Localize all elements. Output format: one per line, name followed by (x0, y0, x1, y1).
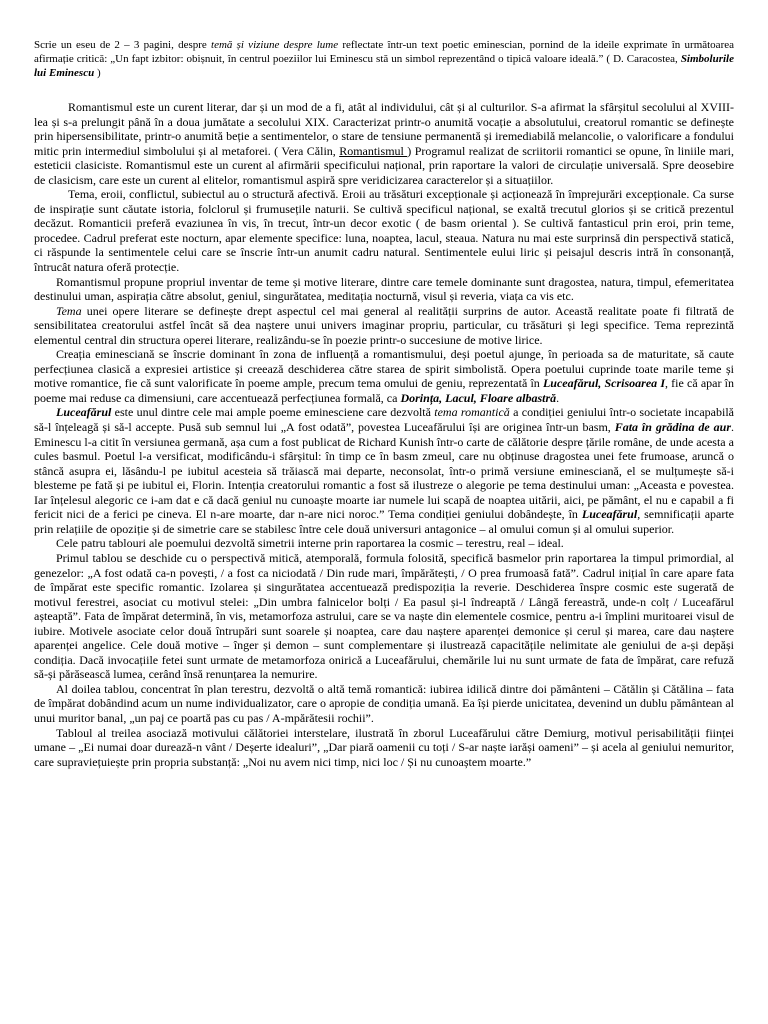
paragraph-romantic-features: Tema, eroii, conflictul, subiectul au o structură afectivă. Eroii au trăsături excepționale și acționează în împrejurări excepționale. Ca surse de inspirație sunt căutate istoria, folclorul și frumusețile naturii. Se cultivă specificul național, se exaltă trecutul glorios și se critică prezentul decăzut. Romanticii preferă evaziunea în vis, în trecut, într-un decor exotic ( de basm oriental ). Se cultivă fantasticul prin eroi, prin teme, procedee. Cadrul preferat este nocturn, apar elemente specifice: luna, noaptea, lacul, steaua. Natura nu mai este surprinsă din perspectivă statică, ci răspunde la sentimentele celui care se înscrie într-un anumit cadru natural. Sentimentele eului liric și peisajul descris intră în consonanță, întrucât natura oferă protecție. (34, 187, 734, 275)
assignment-prompt (34, 38, 734, 80)
assignment-quote: reflectate într-un text poetic eminescian, pornind de la ideile exprimate în următoarea afirmație critică: „Un fapt izbitor: obișnuit, în centrul poeziilor lui Eminescu stă un simbol reprezentând o tipică valoare ideală.” ( D. Caracostea, (34, 39, 734, 65)
paragraph-eminescu-creation (34, 347, 734, 405)
p6-text-b: a condiției geniului într-o societate incapabilă să-l înțeleagă și să-l accepte. Pusă sub semnul lui „A fost odată”, povestea Luceafărului își are originea într-un basm, (34, 405, 734, 435)
assignment-end: ) (94, 67, 101, 79)
p6-title-luceafarul-2: Luceafărul (581, 507, 638, 522)
p6-text-c: . Eminescu l-a citit în versiunea germană, așa cum a fost publicat de Richard Kunish într-o carte de călătorie despre țările române, de unde acesta a cules basmul. Poetul l-a versificat, modificându-i sfârșitul: în timp ce în basm zmeul, care nu obținuse dragostea unei fete frumoase, aruncă o stâncă asupra ei, lăsându-l pe iubitul acesteia să trăiască mai departe, neconsolat, într-o primă versiune eminesciană, el se mulțumește să-i blesteme pe fată și pe iubitul ei, Florin. Intenția creatorului romantic a fost să ilustreze o alegorie pe tema destinului uman: „Aceasta e povestea. Iar înțelesul alegoric ce i-am dat e că dacă geniul nu cunoaște moarte iar numele lui scapă de noaptea uitării, aici, pe pământ, el nu e capabil a fi fericit nici de a ferici pe cineva. El n-are moarte, dar n-are nici noroc.” Tema condiției geniului dobândește, în (34, 420, 734, 522)
p5-works-minor: Dorința, Lacul, Floare albastră (400, 390, 557, 405)
paragraph-first-tableau: Primul tablou se deschide cu o perspectivă mitică, atemporală, formula folosită, specifică basmelor prin raportarea la timpul primordial, al genezelor: „A fost odată ca-n povești, / a fost ca niciodată / Din rude mari, împărătești, / O prea frumoasă fată”. Cadrul inițial în care apare fata de împărat este specific romantic. Izolarea și singurătatea accentuează predispoziția la reverie. Deschiderea înspre cosmic este sugerată de motivul ferestrei, asociat cu motivul stelei: „Din umbra falnicelor bolți / Ea pasul și-l îndreaptă / Lângă fereastră, unde-n colț / Luceafărul așteaptă”. Fata de împărat determină, în vis, metamorfoza astrului, care se va naște din elementele cosmice, pentru a-i împlini muritoarei visul de iubire. Motivele asociate celor două întrupări sunt soarele și noaptea, care dau naștere aparenței demonice și cerul și marea, care dau naștere aparenței angelice. Cele două motive – înger și demon – sunt complementare și ilustrează capacitățile nelimitate ale geniului de a-și depăși condiția. Dacă invocațiile fetei sunt urmate de metamorfoza onirică a Luceafărului, chemările lui nu sunt urmate de fata de împărat, care refuză să-și părăsească lumea, cerând însă renunțarea la nemurire. (34, 550, 734, 682)
p1-text-a: Romantismul este un curent literar, dar și un mod de a fi, atât al individului, cât și al culturilor. S-a afirmat la sfârșitul secolului al XVIII-lea și s-a prelungit până în a doua jumătate a secolului XIX. Caracterizat printr-o anumită vocație a absolutului, creatorul romantic se definește prin hipersensibilitate, printr-o anumită beție a sentimentelor, o stare de tensiune permanentă și iremediabilă melancolie, o valorificare a fondului mitic prin intermediul simbolului și al metaforei. ( Vera Călin, (34, 100, 734, 158)
assignment-topic: temă și viziune despre lume (211, 39, 339, 51)
paragraph-third-tableau: Tabloul al treilea asociază motivului călătoriei interstelare, ilustrată în zborul Luceafărului către Demiurg, motivul perisabilității ființei umane – „Ei numai doar durează-n vânt / Deșerte idealuri”, „Dar piară oamenii cu toți / S-ar naște iarăși oameni” – și acela al geniului nemuritor, care supraviețuiește prin propria substanță: „Noi nu avem nici timp, nici loc / Și nu cunoaștem moarte.” (34, 725, 734, 769)
paragraph-four-tableaux: Cele patru tablouri ale poemului dezvoltă simetrii interne prin raportarea la cosmic – terestru, real – ideal. (56, 536, 564, 551)
p6-text-a: este unul dintre cele mai ample poeme eminesciene care dezvoltă (111, 405, 435, 420)
assignment-work-title: Simbolurile lui Eminescu (34, 53, 734, 79)
p5-works-major: Luceafărul, Scrisoarea I (542, 376, 665, 391)
paragraph-luceafarul (34, 405, 734, 536)
p6-title-basm: Fata în grădina de aur (614, 420, 731, 435)
assignment-lead: Scrie un eseu de 2 – 3 pagini, despre (34, 39, 212, 51)
paragraph-romanticism-intro (34, 100, 734, 187)
p5-text-b: , fie că apar în poeme mai reduse ca dimensiuni, care accentuează perfecțiunea formală, ca (34, 376, 734, 405)
p5-text-c: . (556, 390, 560, 405)
p4-text: unei opere literare se definește drept aspectul cel mai general al realității surprins de autor. Această realitate poate fi filtrată de sensibilitatea creatorului astfel încât să dea naștere unui univers imaginar propriu, particular, cu trăsături și legi specifice. Tema reprezintă elementul central din structura operei literare, realizându-se în poezie printr-o succesiune de motive lirice. (34, 303, 734, 347)
p5-text-a: Creația eminesciană se înscrie dominant în zona de influență a romantismului, deși poetul ajunge, în perioada sa de maturitate, să caute perfecțiunea clasică a expresiei artistice și creează deschiderea către starea de spirit simbolistă. Opera poetului cuprinde toate marile teme și motive romantice, fie că sunt valorificate în poeme ample, precum tema omului de geniu, reprezentată în (34, 347, 734, 391)
paragraph-theme-definition (34, 304, 734, 348)
p1-text-b: ) Programul realizat de scriitorii romantici se opune, în liniile mari, esteticii clasiciste. Romantismul este un curent al afirmării specificului național, prin raportare la valori de circulație universală. Spre deosebire de clasicism, care este un curent al elitelor, romantismul aspiră spre veridicizarea caracterelor și a situațiilor. (34, 143, 734, 187)
p1-book-title: Romantismul (339, 143, 408, 158)
p6-term: tema romantică (434, 405, 510, 420)
paragraph-second-tableau: Al doilea tablou, concentrat în plan terestru, dezvoltă o altă temă romantică: iubirea idilică dintre doi pământeni – Cătălin și Cătălina – fata de împărat dobândind acum un nume individualizator, care o apropie de condiția umană. Ea își pierde unicitatea, devenind un dublu pământean al unui muritor banal, „un paj ce poartă pas cu pas / A-mpărătesii rochii”. (34, 681, 734, 725)
p4-term: Tema (56, 303, 82, 318)
paragraph-romantic-themes: Romantismul propune propriul inventar de teme și motive literare, dintre care temele dominante sunt dragostea, natura, timpul, efemeritatea destinului uman, aspirația către absolut, geniul, singurătatea, meditația nocturnă, visul și reveria, viața ca vis etc. (34, 274, 734, 304)
p6-text-d: , semnificații aparte prin relațiile de opoziție și de simetrie care se stabilesc între cele două universuri antagonice – al omului comun și al omului superior. (34, 507, 734, 536)
p6-title-luceafarul: Luceafărul (56, 405, 112, 420)
